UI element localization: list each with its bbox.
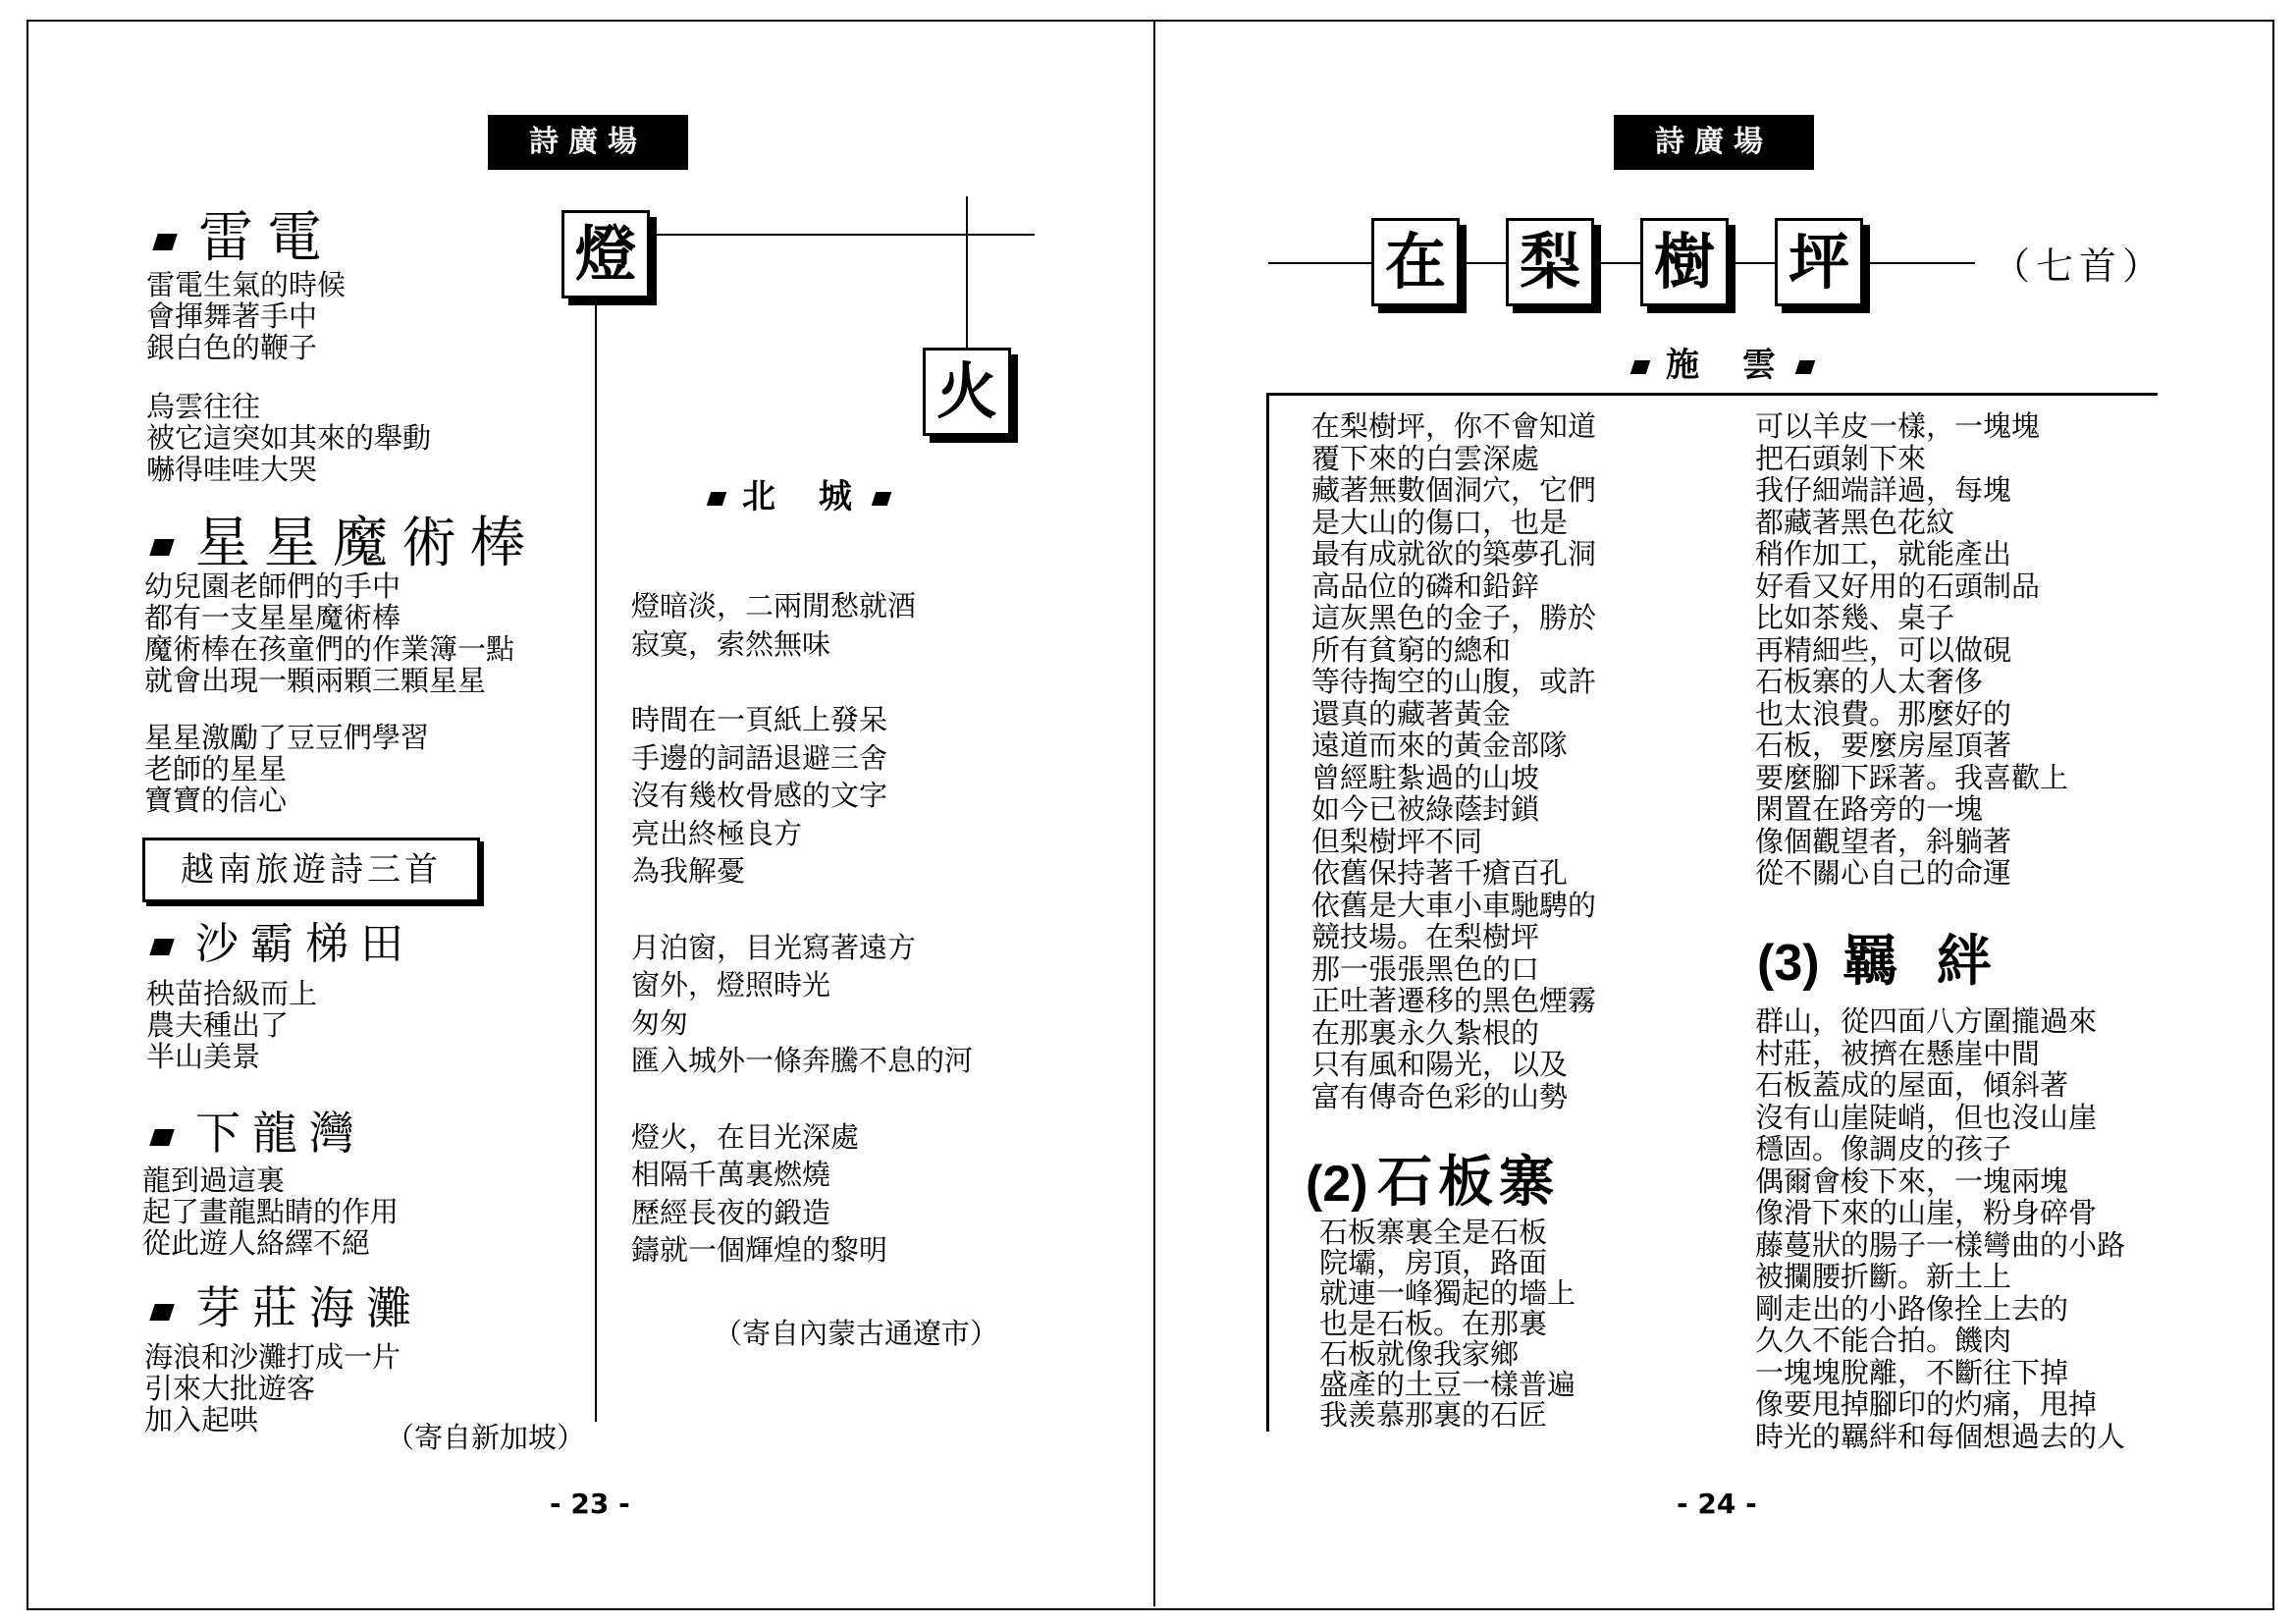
poem-body-thunder: 雷電生氣的時候 會揮舞著手中 銀白色的鞭子 烏雲往往 被它這突如其來的舉動 嚇得哇哇大哭 bbox=[146, 268, 432, 486]
bullet-icon bbox=[149, 539, 175, 556]
poem-body-nhatrang: 海浪和沙灘打成一片 引來大批遊客 加入起哄 bbox=[144, 1340, 401, 1436]
section3-body: 群山，從四面八方圍攏過來 村莊，被擠在懸崖中間 石板蓋成的屋面，傾斜著 沒有山崖陡峭，但也沒山崖 穩固。像調皮的孩子 偶爾會梭下來，一塊兩塊 像滑下來的山崖，粉身碎骨 藤蔓狀的腸子一樣彎曲的小路 被攔腰折斷。新土上 剛走出的小路像拴上去的 久久不能合拍。饑肉 一塊塊脫離，不斷往下掉 像要甩掉腳印的灼痛，甩掉 時光的羈絆和每個想過去的人 bbox=[1755, 1004, 2126, 1453]
poem-body-halong: 龍到過這裏 起了畫龍點睛的作用 從此遊人絡繹不絕 bbox=[142, 1164, 400, 1260]
poem-body-magic-wand: 幼兒園老師們的手中 都有一支星星魔術棒 魔術棒在孩童們的作業簿一點 就會出現一顆兩顆三顆星星 星星激勵了豆豆們學習 老師的星星 寶寶的信心 bbox=[144, 569, 515, 817]
lantern-poem-body: 燈暗淡，二兩閒愁就酒 寂寞，索然無味 時間在一頁紙上發呆 手邊的詞語退避三舍 沒有幾枚骨感的文字 亮出終極良方 為我解憂 月泊窗，目光寫著遠方 窗外，燈照時光 匆匆 匯入城外一條奔騰不息的河 燈火，在目光深處 相隔千萬裏燃燒 歷經長夜的鍛造 鑄就一個輝煌的黎明 bbox=[631, 589, 974, 1267]
bullet-icon bbox=[149, 939, 175, 955]
title-char-3: 樹 bbox=[1640, 218, 1729, 306]
page-number-left: - 23 - bbox=[550, 1488, 630, 1520]
right-author: 施 雲 bbox=[1632, 338, 1813, 386]
section2-title: (2) 石板寨 bbox=[1306, 1151, 1561, 1215]
section3-title: (3) 羈 絆 bbox=[1757, 930, 2002, 994]
right-col1-text: 在梨樹坪，你不會知道 覆下來的白雲深處 藏著無數個洞穴，它們 是大山的傷口，也是 最有成就欲的築夢孔洞 高品位的磷和鉛鋅 這灰黑色的金子，勝於 所有貧窮的總和 等待掏空的山腹，或許 還真的藏著黃金 遠道而來的黃金部隊 曾經駐紮過的山坡 如今已被綠蔭封鎖 但梨樹坪不同 依舊保持著千瘡百孔 依舊是大車小車馳騁的 競技場。在梨樹坪 那一張張黑色的口 正吐著遷移的黑色煙霧 在那裏永久紮根的 只有風和陽光，以及 富有傳奇色彩的山勢 bbox=[1311, 409, 1597, 1113]
origin-note-tongliao: （寄自內蒙古通遼市） bbox=[714, 1317, 999, 1350]
series-title: 越南旅遊詩三首 bbox=[181, 850, 442, 890]
title-char-4: 坪 bbox=[1775, 218, 1863, 306]
bullet-icon bbox=[872, 492, 892, 506]
section2-body: 石板寨裏全是石板 院壩，房頂，路面 就連一峰獨起的墻上 也是石板。在那裏 石板就像我家鄉 盛產的土豆一樣普遍 我羨慕那裏的石匠 bbox=[1319, 1216, 1576, 1432]
bullet-icon bbox=[1795, 360, 1816, 374]
lantern-vline-left bbox=[595, 228, 597, 1422]
bullet-icon bbox=[149, 1304, 175, 1321]
title-char-2: 梨 bbox=[1506, 218, 1594, 306]
origin-note-singapore: （寄自新加坡） bbox=[386, 1421, 586, 1454]
poem-body-sapa: 秧苗拾級而上 農夫種出了 半山美景 bbox=[146, 977, 318, 1073]
body-rule-left bbox=[1266, 393, 1269, 1432]
poem-title-thunder: 雷電 bbox=[155, 194, 336, 273]
lantern-hline-top bbox=[605, 234, 1035, 236]
poem-title-sapa: 沙霸梯田 bbox=[152, 908, 415, 971]
poem-title-nhatrang: 芽莊海灘 bbox=[152, 1272, 423, 1337]
poem-title-halong: 下龍灣 bbox=[152, 1098, 366, 1163]
lantern-char-box-2: 火 bbox=[923, 348, 1011, 436]
page-number-right: - 24 - bbox=[1677, 1488, 1757, 1520]
right-col2-text: 可以羊皮一樣，一塊塊 把石頭剝下來 我仔細端詳過，每塊 都藏著黑色花紋 稍作加工，就能產出 好看又好用的石頭制品 比如茶幾、桌子 再精細些，可以做硯 石板寨的人太奢侈 也太浪費。那麼好的 石板，要麼房屋頂著 要麼腳下踩著。我喜歡上 閑置在路旁的一塊 像個觀望者，斜躺著 從不關心自己的命運 bbox=[1755, 409, 2069, 890]
left-section-banner: 詩廣場 bbox=[488, 115, 688, 170]
lantern-char-box-1: 燈 bbox=[561, 210, 650, 298]
lantern-author: 北 城 bbox=[709, 469, 889, 517]
lantern-vline-right bbox=[966, 196, 968, 350]
title-subtitle: （七首） bbox=[1993, 244, 2166, 288]
right-section-banner: 詩廣場 bbox=[1614, 115, 1814, 170]
page-spine bbox=[1153, 20, 1155, 1606]
bullet-icon bbox=[707, 492, 727, 506]
bullet-icon bbox=[1630, 360, 1651, 374]
poem-title-magic-wand: 星星魔術棒 bbox=[152, 500, 539, 578]
body-rule bbox=[1266, 393, 2158, 396]
bullet-icon bbox=[149, 1129, 175, 1146]
title-char-1: 在 bbox=[1371, 218, 1460, 306]
bullet-icon bbox=[152, 234, 178, 250]
